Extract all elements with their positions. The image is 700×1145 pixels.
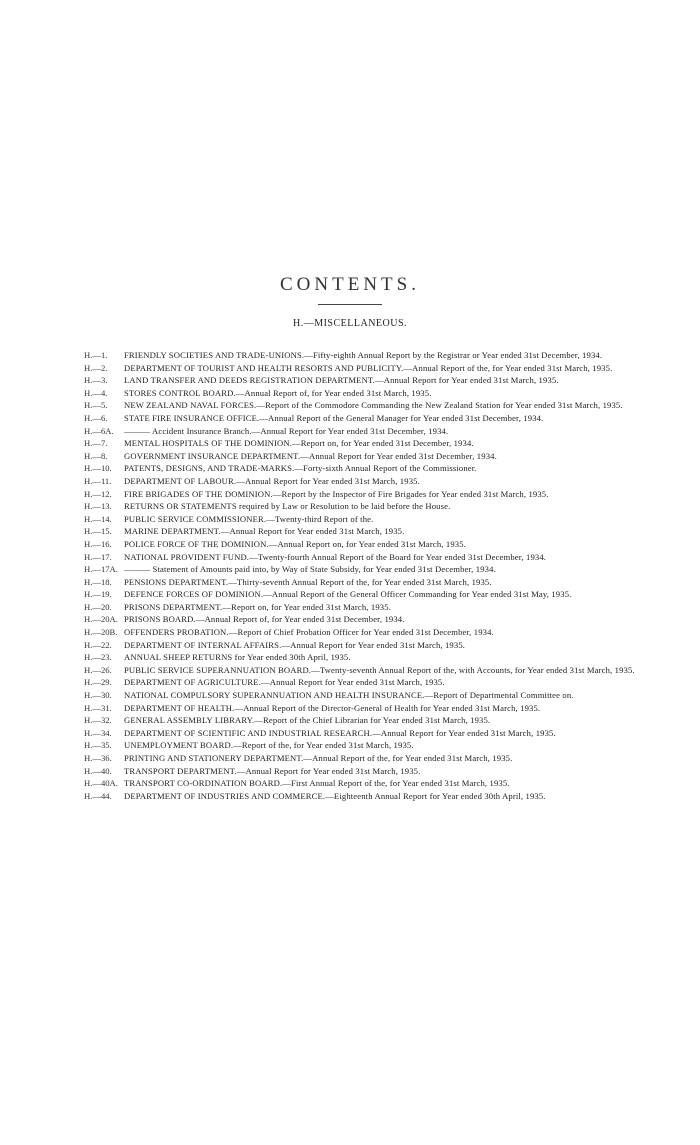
entry-text: DEPARTMENT OF INTERNAL AFFAIRS.—Annual Report for Year ended 31st March, 1935. <box>124 639 466 650</box>
entry-code: H.—17A. <box>84 564 118 575</box>
entry-text: FIRE BRIGADES OF THE DOMINION.—Report by the Inspector of Fire Brigades for Year ended 31st March, 1935. <box>124 488 549 499</box>
entry-code: H.—22. <box>84 639 112 650</box>
entry-code: H.—14. <box>84 513 112 524</box>
contents-entry <box>84 690 650 700</box>
entry-text: PENSIONS DEPARTMENT.—Thirty-seventh Annual Report of the, for Year ended 31st March, 1935. <box>124 576 492 587</box>
contents-entry <box>84 375 650 385</box>
entry-code: H.—20A. <box>84 614 118 625</box>
entry-code: H.—19. <box>84 589 112 600</box>
contents-entry <box>84 703 650 713</box>
contents-entry <box>84 728 650 738</box>
entry-text: PRISONS DEPARTMENT.—Report on, for Year ended 31st March, 1935. <box>124 601 391 612</box>
contents-entry <box>84 463 650 473</box>
contents-entry <box>84 766 650 776</box>
entry-text: GOVERNMENT INSURANCE DEPARTMENT.—Annual Report for Year ended 31st December, 1934. <box>124 450 497 461</box>
contents-entry <box>84 501 650 511</box>
entry-code: H.—18. <box>84 576 112 587</box>
contents-entry <box>84 577 650 587</box>
entry-text: ——— Statement of Amounts paid into, by Way of State Subsidy, for Year ended 31st December, 1934. <box>124 564 496 575</box>
contents-entry <box>84 665 650 675</box>
entry-text: DEPARTMENT OF INDUSTRIES AND COMMERCE.—Eighteenth Annual Report for Year ended 30th April, 1935. <box>124 790 546 801</box>
contents-entry <box>84 652 650 662</box>
contents-entry <box>84 350 650 360</box>
contents-entry <box>84 363 650 373</box>
contents-entry <box>84 715 650 725</box>
entry-text: ——— Accident Insurance Branch.—Annual Report for Year ended 31st December, 1934. <box>124 425 449 436</box>
entry-text: DEPARTMENT OF HEALTH.—Annual Report of the Director-General of Health for Year ended 31st March, 1935. <box>124 702 541 713</box>
entry-text: STATE FIRE INSURANCE OFFICE.—Annual Report of the General Manager for Year ended 31st December, 1934. <box>124 412 544 423</box>
entry-text: PATENTS, DESIGNS, AND TRADE-MARKS.—Forty-sixth Annual Report of the Commissioner. <box>124 463 477 474</box>
entry-code: H.—7. <box>84 438 108 449</box>
entry-text: GENERAL ASSEMBLY LIBRARY.—Report of the Chief Librarian for Year ended 31st March, 1935. <box>124 715 491 726</box>
entry-code: H.—1. <box>84 350 108 360</box>
entry-text: LAND TRANSFER AND DEEDS REGISTRATION DEPARTMENT.—Annual Report for Year ended 31st March, 1935. <box>124 375 559 386</box>
entry-text: POLICE FORCE OF THE DOMINION.—Annual Report on, for Year ended 31st March, 1935. <box>124 538 466 549</box>
entry-text: DEPARTMENT OF SCIENTIFIC AND INDUSTRIAL RESEARCH.—Annual Report for Year ended 31st March, 1935. <box>124 727 556 738</box>
entry-code: H.—35. <box>84 740 112 751</box>
contents-entry <box>84 476 650 486</box>
contents-entry <box>84 451 650 461</box>
entry-code: H.—17. <box>84 551 112 562</box>
entry-text: TRANSPORT CO-ORDINATION BOARD.—First Annual Report of the, for Year ended 31st March, 1935. <box>124 778 510 789</box>
entry-text: TRANSPORT DEPARTMENT.—Annual Report for Year ended 31st March, 1935. <box>124 765 421 776</box>
entry-code: H.—40A. <box>84 778 118 789</box>
contents-entry <box>84 489 650 499</box>
entry-text: FRIENDLY SOCIETIES AND TRADE-UNIONS.—Fifty-eighth Annual Report by the Registrar or Year ended 31st December, 1934. <box>124 350 603 360</box>
entry-text: DEFENCE FORCES OF DOMINION.—Annual Report of the General Officer Commanding for Year ended 31st May, 1935. <box>124 589 572 600</box>
page-title: CONTENTS. <box>280 274 420 295</box>
entry-code: H.—29. <box>84 677 112 688</box>
contents-entry <box>84 589 650 599</box>
contents-entry <box>84 602 650 612</box>
entry-code: H.—2. <box>84 362 108 373</box>
contents-entry <box>84 791 650 801</box>
entry-code: H.—31. <box>84 702 112 713</box>
entry-text: DEPARTMENT OF TOURIST AND HEALTH RESORTS AND PUBLICITY.—Annual Report of the, for Year ended 31st March, 1935. <box>124 362 613 373</box>
entry-text: DEPARTMENT OF AGRICULTURE.—Annual Report for Year ended 31st March, 1935. <box>124 677 445 688</box>
entry-code: H.—8. <box>84 450 108 461</box>
title-divider <box>318 304 382 305</box>
entry-code: H.—6A. <box>84 425 114 436</box>
entry-text: MARINE DEPARTMENT.—Annual Report for Year ended 31st March, 1935. <box>124 526 405 537</box>
entry-text: NATIONAL PROVIDENT FUND.—Twenty-fourth Annual Report of the Board for Year ended 31st December, 1934. <box>124 551 547 562</box>
contents-entry <box>84 627 650 637</box>
entry-text: UNEMPLOYMENT BOARD.—Report of the, for Year ended 31st March, 1935. <box>124 740 414 751</box>
entry-code: H.—6. <box>84 412 108 423</box>
entry-text: NATIONAL COMPULSORY SUPERANNUATION AND HEALTH INSURANCE.—Report of Departmental Committee on. <box>124 690 574 701</box>
entry-code: H.—10. <box>84 463 112 474</box>
entry-code: H.—44. <box>84 790 112 801</box>
entry-code: H.—13. <box>84 501 112 512</box>
contents-entry <box>84 614 650 624</box>
contents-entry <box>84 514 650 524</box>
entry-code: H.—15. <box>84 526 112 537</box>
entry-code: H.—20B. <box>84 627 118 638</box>
entry-code: H.—32. <box>84 715 112 726</box>
entry-text: ANNUAL SHEEP RETURNS for Year ended 30th April, 1935. <box>124 652 351 663</box>
contents-entry <box>84 778 650 788</box>
entry-text: OFFENDERS PROBATION.—Report of Chief Probation Officer for Year ended 31st December, 1934. <box>124 627 494 638</box>
contents-entry <box>84 677 650 687</box>
contents-entry <box>84 388 650 398</box>
entry-text: MENTAL HOSPITALS OF THE DOMINION.—Report on, for Year ended 31st December, 1934. <box>124 438 474 449</box>
contents-entry <box>84 438 650 448</box>
contents-entry <box>84 552 650 562</box>
entry-code: H.—30. <box>84 690 112 701</box>
entry-code: H.—34. <box>84 727 112 738</box>
entry-text: PUBLIC SERVICE SUPERANNUATION BOARD.—Twenty-seventh Annual Report of the, with Accounts, for Year ended 31st March, 1935. <box>124 664 635 675</box>
entry-code: H.—12. <box>84 488 112 499</box>
contents-entry <box>84 740 650 750</box>
contents-entry <box>84 539 650 549</box>
entry-code: H.—16. <box>84 538 112 549</box>
entry-code: H.—4. <box>84 387 108 398</box>
entry-text: NEW ZEALAND NAVAL FORCES.—Report of the Commodore Commanding the New Zealand Station for Year ended 31st March, 1935. <box>124 400 623 411</box>
entry-text: PRINTING AND STATIONERY DEPARTMENT.—Annual Report of the, for Year ended 31st March, 1935. <box>124 753 513 763</box>
contents-entry <box>84 526 650 536</box>
entry-code: H.—5. <box>84 400 108 411</box>
contents-entry <box>84 426 650 436</box>
entry-text: STORES CONTROL BOARD.—Annual Report of, for Year ended 31st March, 1935. <box>124 387 432 398</box>
entry-code: H.—3. <box>84 375 108 386</box>
contents-entry <box>84 640 650 650</box>
entry-text: RETURNS OR STATEMENTS required by Law or Resolution to be laid before the House. <box>124 501 451 512</box>
entry-code: H.—36. <box>84 753 112 763</box>
contents-entry <box>84 753 650 763</box>
contents-entry <box>84 564 650 574</box>
entry-text: PRISONS BOARD.—Annual Report of, for Year ended 31st December, 1934. <box>124 614 405 625</box>
contents-entry <box>84 400 650 410</box>
entry-code: H.—20. <box>84 601 112 612</box>
contents-list <box>84 350 650 803</box>
entry-code: H.—40. <box>84 765 112 776</box>
entry-code: H.—26. <box>84 664 112 675</box>
entry-code: H.—11. <box>84 475 112 486</box>
section-heading: H.—MISCELLANEOUS. <box>292 318 408 329</box>
entry-code: H.—23. <box>84 652 112 663</box>
entry-text: PUBLIC SERVICE COMMISSIONER.—Twenty-third Report of the. <box>124 513 374 524</box>
entry-text: DEPARTMENT OF LABOUR.—Annual Report for Year ended 31st March, 1935. <box>124 475 420 486</box>
contents-entry <box>84 413 650 423</box>
